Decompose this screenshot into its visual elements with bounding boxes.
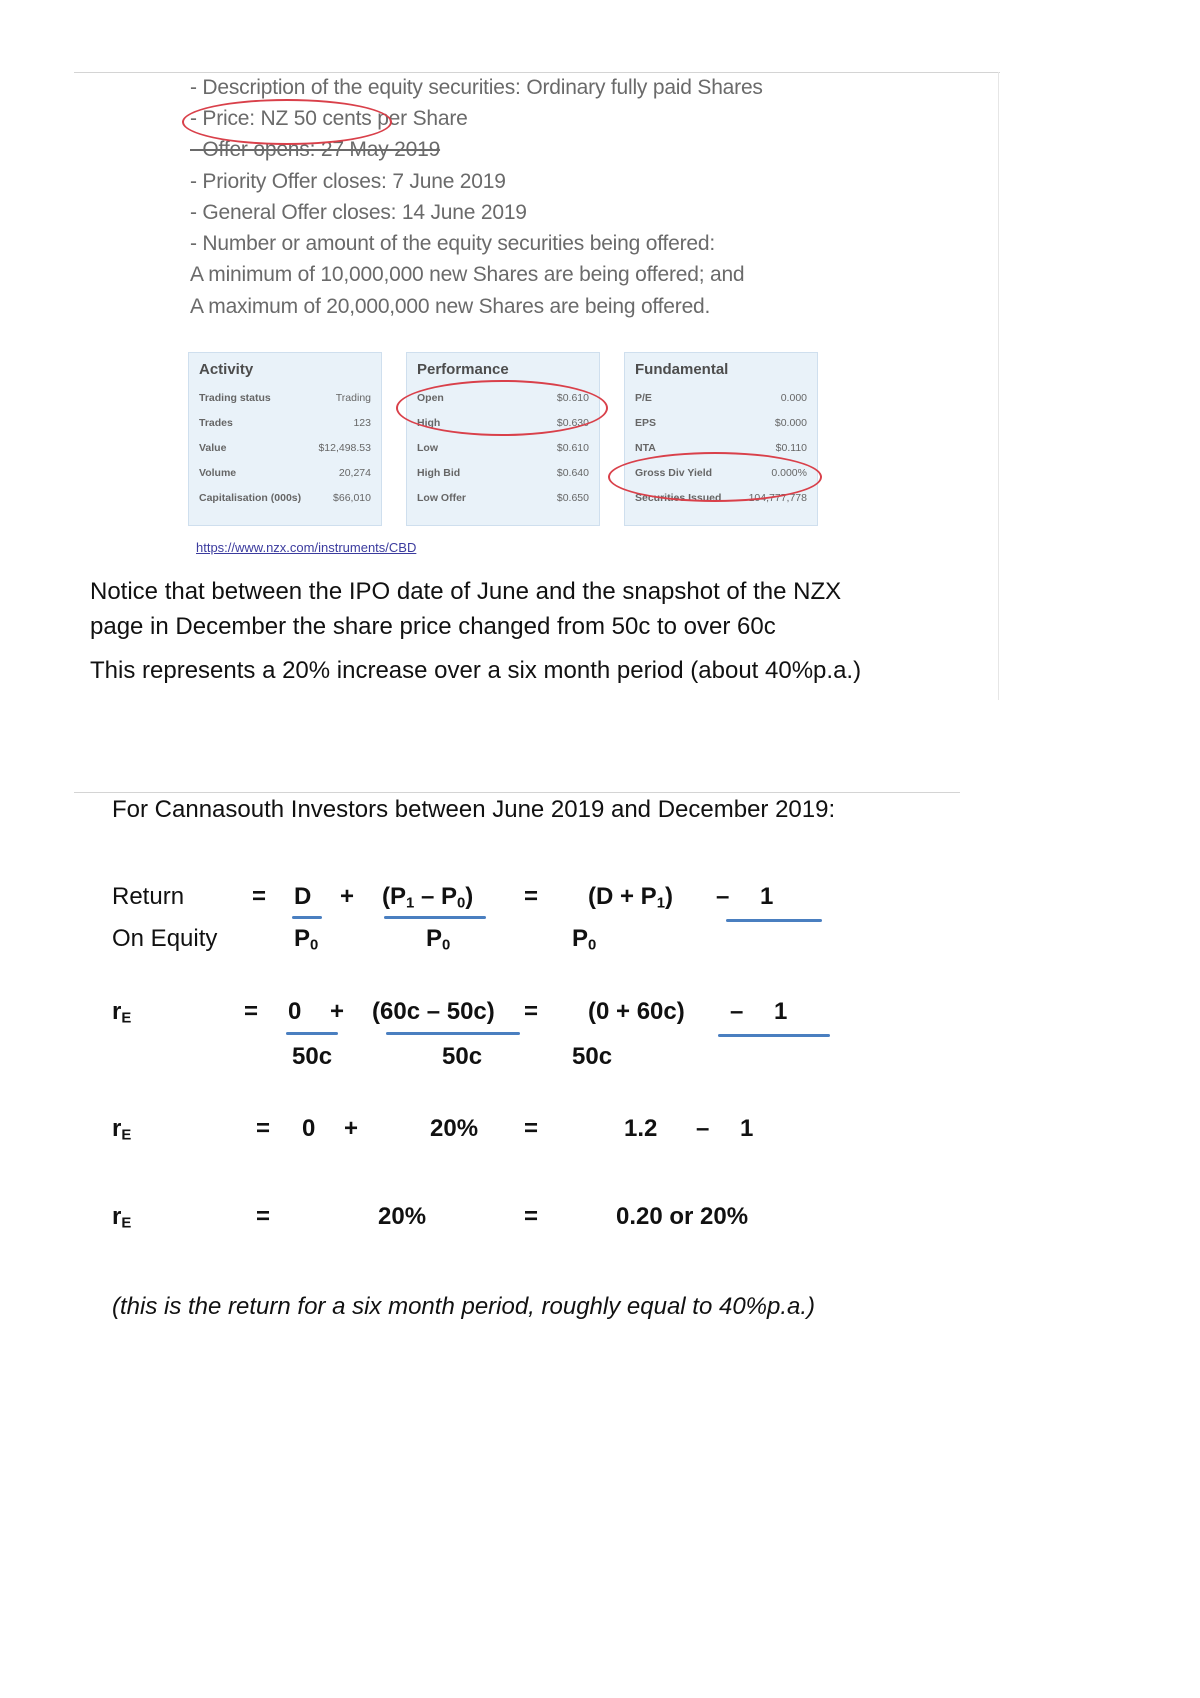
ratio-value: 1.2 bbox=[624, 1115, 658, 1142]
yield-highlight-circle bbox=[608, 452, 822, 502]
fundamental-row bbox=[635, 386, 807, 411]
performance-value: $0.630 bbox=[556, 417, 589, 429]
nzx-source-link[interactable]: https://www.nzx.com/instruments/CBD bbox=[196, 540, 417, 555]
performance-value: $0.640 bbox=[556, 467, 589, 479]
activity-row bbox=[199, 461, 371, 486]
equals-sign: = bbox=[256, 1203, 271, 1230]
one-term: 1 bbox=[740, 1115, 754, 1142]
equals-sign: = bbox=[244, 998, 259, 1025]
activity-row bbox=[199, 436, 371, 461]
performance-label: Low bbox=[417, 442, 438, 454]
offer-opens: - Offer opens: 27 May 2019 bbox=[190, 138, 441, 161]
performance-row bbox=[417, 486, 589, 511]
fundamental-value: $0.000 bbox=[774, 417, 807, 429]
return-label: Return bbox=[112, 883, 185, 910]
price-change-values: (60c – 50c) bbox=[372, 998, 495, 1025]
notice-line-3: This represents a 20% increase over a six month period (about 40%p.a.) bbox=[90, 657, 862, 684]
fraction-underline bbox=[286, 1032, 338, 1035]
denominator-p0: $P_0$ bbox=[294, 925, 319, 954]
performance-value: $0.610 bbox=[556, 392, 589, 404]
plus-sign: + bbox=[344, 1115, 359, 1142]
activity-label: Value bbox=[199, 442, 227, 454]
return-pct: 20% bbox=[378, 1203, 427, 1230]
open-highlight-circle bbox=[396, 380, 608, 436]
general-offer-closes: - General Offer closes: 14 June 2019 bbox=[190, 201, 527, 224]
performance-value: $0.650 bbox=[556, 492, 589, 504]
notice-line-2: page in December the share price changed from 50c to over 60c bbox=[90, 613, 776, 640]
activity-panel bbox=[188, 352, 382, 526]
performance-label: High bbox=[417, 417, 441, 429]
offer-minimum: A minimum of 10,000,000 new Shares are being offered; and bbox=[190, 263, 745, 286]
performance-panel bbox=[406, 352, 600, 526]
denominator-50c: 50c bbox=[572, 1043, 613, 1070]
capital-gain-pct: 20% bbox=[430, 1115, 479, 1142]
footnote: (this is the return for a six month period, roughly equal to 40%p.a.) bbox=[112, 1293, 816, 1320]
performance-title: Performance bbox=[417, 361, 509, 378]
activity-label: Trades bbox=[199, 417, 233, 429]
activity-value: 123 bbox=[353, 417, 371, 429]
equals-sign: = bbox=[524, 1115, 539, 1142]
offer-description: - Description of the equity securities: Ordinary fully paid Shares bbox=[190, 76, 763, 99]
price-change-numerator: $(P_1 - P_0)$ bbox=[382, 883, 474, 912]
on-equity-label: On Equity bbox=[112, 925, 218, 952]
equals-sign: = bbox=[252, 883, 267, 910]
top-divider bbox=[74, 72, 1000, 73]
minus-sign: – bbox=[696, 1115, 710, 1142]
denominator-p0: $P_0$ bbox=[426, 925, 451, 954]
activity-row bbox=[199, 486, 371, 511]
one-term: 1 bbox=[760, 883, 774, 910]
fundamental-label: P/E bbox=[635, 392, 652, 404]
fundamental-row bbox=[635, 411, 807, 436]
sum-numerator: $(D + P_1)$ bbox=[588, 883, 673, 912]
re-symbol: $r_E$ bbox=[112, 998, 132, 1027]
fraction-underline bbox=[386, 1032, 520, 1035]
plus-sign: + bbox=[330, 998, 345, 1025]
equals-sign: = bbox=[524, 998, 539, 1025]
dividend-symbol: D bbox=[294, 883, 312, 910]
activity-row bbox=[199, 411, 371, 436]
priority-offer-closes: - Priority Offer closes: 7 June 2019 bbox=[190, 170, 506, 193]
activity-value: Trading bbox=[335, 392, 371, 404]
activity-title: Activity bbox=[199, 361, 254, 378]
performance-value: $0.610 bbox=[556, 442, 589, 454]
activity-row bbox=[199, 386, 371, 411]
performance-label: Open bbox=[417, 392, 444, 404]
offer-price: - Price: NZ 50 cents per Share bbox=[190, 107, 468, 130]
activity-label: Trading status bbox=[199, 392, 271, 404]
fraction-underline bbox=[292, 916, 322, 919]
fundamental-label: EPS bbox=[635, 417, 657, 429]
activity-label: Capitalisation (000s) bbox=[199, 492, 302, 504]
re-symbol: $r_E$ bbox=[112, 1115, 132, 1144]
price-highlight-circle bbox=[182, 99, 392, 145]
activity-label: Volume bbox=[199, 467, 237, 479]
performance-label: Low Offer bbox=[417, 492, 466, 504]
fundamental-label: NTA bbox=[635, 442, 656, 454]
equals-sign: = bbox=[256, 1115, 271, 1142]
fundamental-label: Securities Issued bbox=[635, 492, 722, 504]
fraction-underline bbox=[718, 1034, 830, 1037]
denominator-50c: 50c bbox=[442, 1043, 483, 1070]
fundamental-title: Fundamental bbox=[635, 361, 729, 378]
fundamental-value: $0.110 bbox=[775, 442, 807, 454]
performance-row bbox=[417, 436, 589, 461]
minus-sign: – bbox=[716, 883, 730, 910]
result-value: 0.20 or 20% bbox=[616, 1203, 749, 1230]
fraction-underline bbox=[384, 916, 486, 919]
fundamental-label: Gross Div Yield bbox=[635, 467, 713, 479]
dividend-zero: 0 bbox=[288, 998, 302, 1025]
section-divider bbox=[74, 792, 960, 793]
denominator-p0: $P_0$ bbox=[572, 925, 597, 954]
equals-sign: = bbox=[524, 883, 539, 910]
dividend-zero: 0 bbox=[302, 1115, 316, 1142]
activity-value: $12,498.53 bbox=[318, 442, 371, 454]
equals-sign: = bbox=[524, 1203, 539, 1230]
denominator-50c: 50c bbox=[292, 1043, 333, 1070]
sum-values: (0 + 60c) bbox=[588, 998, 685, 1025]
fraction-underline bbox=[726, 919, 822, 922]
minus-sign: – bbox=[730, 998, 744, 1025]
notice-line-1: Notice that between the IPO date of June and the snapshot of the NZX bbox=[90, 578, 842, 605]
fundamental-value: 0.000% bbox=[771, 467, 807, 479]
screenshot-right-edge bbox=[998, 72, 999, 700]
activity-value: 20,274 bbox=[338, 467, 371, 479]
performance-label: High Bid bbox=[417, 467, 461, 479]
plus-sign: + bbox=[340, 883, 355, 910]
section-title: For Cannasouth Investors between June 2019 and December 2019: bbox=[112, 796, 836, 823]
re-symbol: $r_E$ bbox=[112, 1203, 132, 1232]
offer-number-heading: - Number or amount of the equity securities being offered: bbox=[190, 232, 715, 255]
offer-maximum: A maximum of 20,000,000 new Shares are being offered. bbox=[190, 295, 711, 318]
fundamental-value: 0.000 bbox=[780, 392, 807, 404]
one-term: 1 bbox=[774, 998, 788, 1025]
activity-value: $66,010 bbox=[333, 492, 371, 504]
performance-row bbox=[417, 461, 589, 486]
fundamental-value: 104,777,778 bbox=[748, 492, 807, 504]
